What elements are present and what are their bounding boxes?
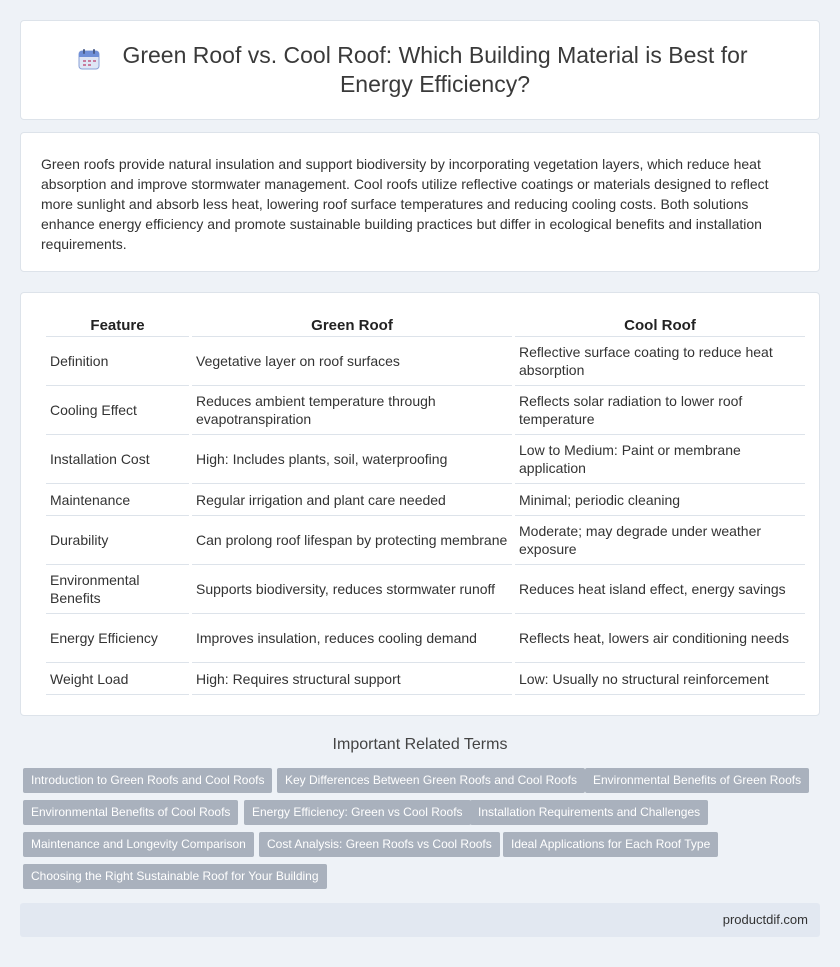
table-row bbox=[46, 565, 805, 614]
table-header-row bbox=[46, 311, 805, 337]
table-row bbox=[46, 614, 805, 663]
related-terms-heading: Important Related Terms bbox=[332, 736, 508, 753]
feature-cell: Definition bbox=[46, 337, 189, 386]
green-roof-cell: Can prolong roof lifespan by protecting membrane bbox=[192, 516, 512, 565]
comparison-card bbox=[20, 292, 820, 716]
table-row bbox=[46, 386, 805, 435]
green-roof-cell: High: Includes plants, soil, waterproofing bbox=[192, 435, 512, 484]
green-roof-cell: High: Requires structural support bbox=[192, 663, 512, 695]
feature-cell: Installation Cost bbox=[46, 435, 189, 484]
header-feature: Feature bbox=[46, 311, 189, 337]
green-roof-cell: Improves insulation, reduces cooling demand bbox=[192, 614, 512, 663]
feature-cell: Durability bbox=[46, 516, 189, 565]
footer-site-link[interactable]: productdif.com bbox=[722, 912, 808, 927]
feature-cell: Energy Efficiency bbox=[46, 614, 189, 663]
table-row bbox=[46, 484, 805, 516]
green-roof-cell: Vegetative layer on roof surfaces bbox=[192, 337, 512, 386]
cool-roof-cell: Reflective surface coating to reduce heat absorption bbox=[515, 337, 805, 386]
related-term-tag[interactable]: Installation Requirements and Challenges bbox=[470, 800, 708, 825]
feature-cell: Cooling Effect bbox=[46, 386, 189, 435]
feature-cell: Environmental Benefits bbox=[46, 565, 189, 614]
table-row bbox=[46, 435, 805, 484]
related-term-tag[interactable]: Environmental Benefits of Green Roofs bbox=[585, 768, 809, 793]
page-title: Green Roof vs. Cool Roof: Which Building Material is Best for Energy Efficiency? bbox=[122, 42, 748, 97]
comparison-table bbox=[43, 311, 808, 695]
table-row bbox=[46, 516, 805, 565]
cool-roof-cell: Reflects solar radiation to lower roof temperature bbox=[515, 386, 805, 435]
related-term-tag[interactable]: Cost Analysis: Green Roofs vs Cool Roofs bbox=[259, 832, 500, 857]
related-term-tag[interactable]: Choosing the Right Sustainable Roof for Your Building bbox=[23, 864, 327, 889]
table-row bbox=[46, 337, 805, 386]
related-term-tag[interactable]: Introduction to Green Roofs and Cool Roofs bbox=[23, 768, 272, 793]
intro-paragraph: Green roofs provide natural insulation and support biodiversity by incorporating vegetation layers, which reduce heat absorption and improve stormwater management. Cool roofs utilize reflective coatings or materials designed to reflect more sunlight and absorb less heat, lowering roof surface temperatures and reducing cooling costs. Both solutions enhance energy efficiency and promote sustainable building practices but differ in ecological benefits and installation requirements. bbox=[41, 156, 769, 252]
feature-cell: Maintenance bbox=[46, 484, 189, 516]
feature-cell: Weight Load bbox=[46, 663, 189, 695]
header-cool-roof: Cool Roof bbox=[515, 311, 805, 337]
cool-roof-cell: Reflects heat, lowers air conditioning needs bbox=[515, 614, 805, 663]
intro-card bbox=[20, 132, 820, 272]
related-term-tag[interactable]: Maintenance and Longevity Comparison bbox=[23, 832, 254, 857]
table-row bbox=[46, 663, 805, 695]
cool-roof-cell: Moderate; may degrade under weather exposure bbox=[515, 516, 805, 565]
related-term-tag[interactable]: Environmental Benefits of Cool Roofs bbox=[23, 800, 238, 825]
cool-roof-cell: Reduces heat island effect, energy savings bbox=[515, 565, 805, 614]
green-roof-cell: Reduces ambient temperature through evapotranspiration bbox=[192, 386, 512, 435]
cool-roof-cell: Low to Medium: Paint or membrane application bbox=[515, 435, 805, 484]
cool-roof-cell: Low: Usually no structural reinforcement bbox=[515, 663, 805, 695]
footer-bar bbox=[20, 903, 820, 937]
green-roof-cell: Regular irrigation and plant care needed bbox=[192, 484, 512, 516]
title-card bbox=[20, 20, 820, 120]
cool-roof-cell: Minimal; periodic cleaning bbox=[515, 484, 805, 516]
related-term-tag[interactable]: Ideal Applications for Each Roof Type bbox=[503, 832, 718, 857]
header-green-roof: Green Roof bbox=[192, 311, 512, 337]
related-term-tag[interactable]: Key Differences Between Green Roofs and Cool Roofs bbox=[277, 768, 585, 793]
related-term-tag[interactable]: Energy Efficiency: Green vs Cool Roofs bbox=[244, 800, 471, 825]
green-roof-cell: Supports biodiversity, reduces stormwater runoff bbox=[192, 565, 512, 614]
